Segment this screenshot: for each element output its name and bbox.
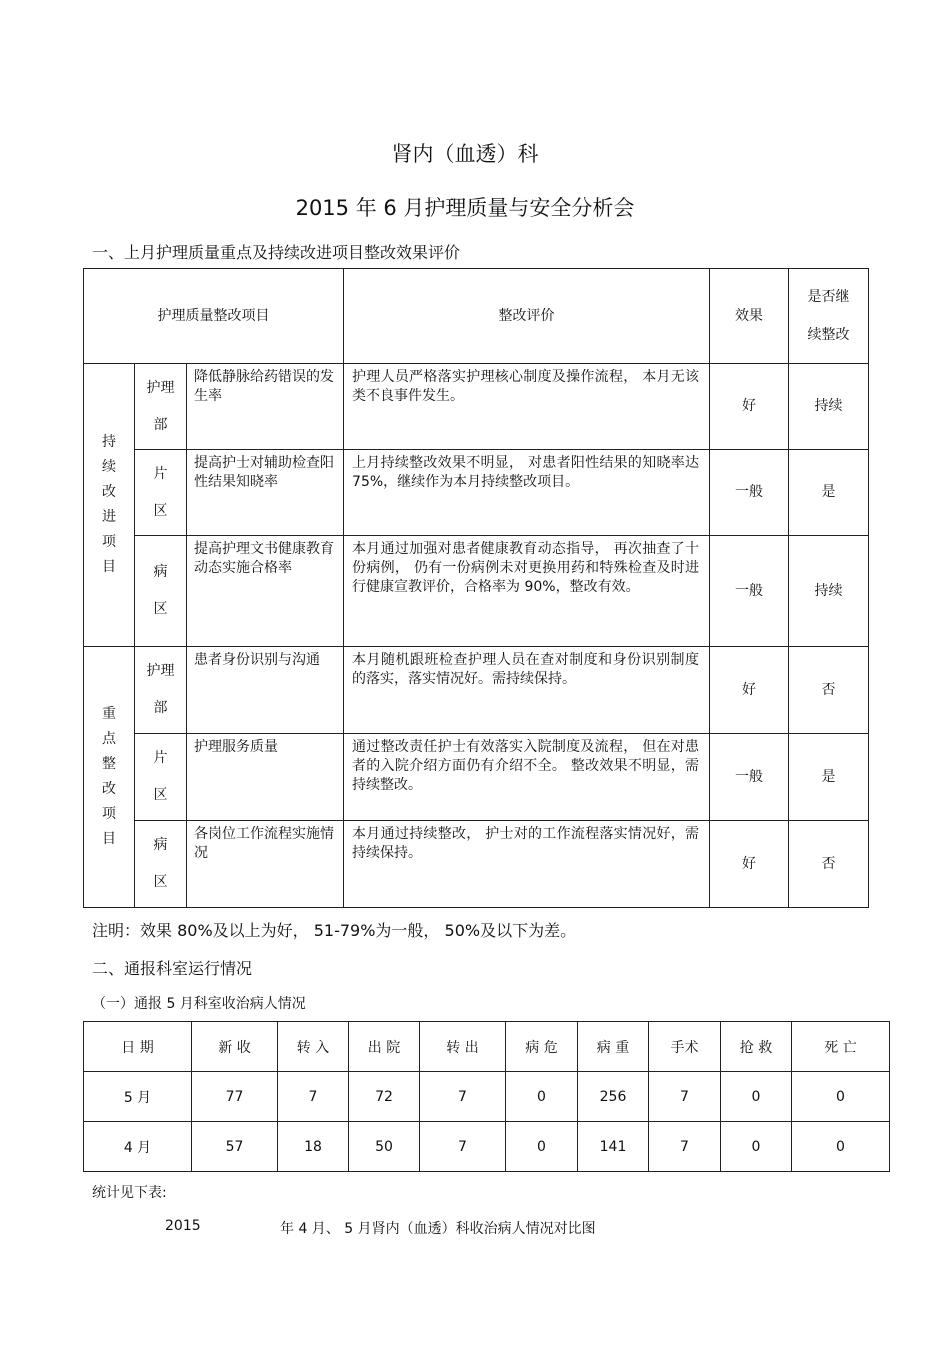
cell: 7 <box>649 1122 721 1172</box>
chart-caption: 年 4 月、 5 月肾内（血透）科收治病人情况对比图 <box>280 1221 596 1237</box>
row-effect: 一般 <box>710 450 789 536</box>
row-eval: 护理人员严格落实护理核心制度及操作流程， 本月无该类不良事件发生。 <box>344 364 710 450</box>
col-header: 手术 <box>649 1022 721 1072</box>
cell: 0 <box>792 1122 890 1172</box>
table2-header-row <box>84 1022 890 1072</box>
row-continue: 持续 <box>789 364 869 450</box>
row-item: 提高护理文书健康教育动态实施合格率 <box>187 536 344 647</box>
row-level: 片区 <box>135 734 187 821</box>
document-title: 肾内（血透）科 <box>391 142 539 166</box>
row-level: 片区 <box>135 450 187 536</box>
row-level: 护理部 <box>135 647 187 734</box>
header-continue: 是否继续整改 <box>789 269 869 364</box>
cell: 7 <box>649 1072 721 1122</box>
cell: 77 <box>192 1072 278 1122</box>
group-label-continuous: 持续改进项目 <box>84 364 135 647</box>
row-eval: 本月通过持续整改， 护士对的工作流程落实情况好，需持续保持。 <box>344 821 710 908</box>
row-effect: 一般 <box>710 536 789 647</box>
row-level: 病区 <box>135 821 187 908</box>
col-header: 转 出 <box>420 1022 506 1072</box>
cell: 0 <box>506 1122 578 1172</box>
cell: 57 <box>192 1122 278 1172</box>
table1-row <box>84 734 869 821</box>
row-item: 患者身份识别与沟通 <box>187 647 344 734</box>
row-effect: 好 <box>710 647 789 734</box>
table1-header-row <box>84 269 869 364</box>
section-1-heading: 一、上月护理质量重点及持续改进项目整改效果评价 <box>92 243 461 262</box>
cell: 256 <box>578 1072 649 1122</box>
table1-row <box>84 364 869 450</box>
row-continue: 是 <box>789 450 869 536</box>
row-item: 降低静脉给药错误的发生率 <box>187 364 344 450</box>
row-item: 提高护士对辅助检查阳性结果知晓率 <box>187 450 344 536</box>
col-header: 抢 救 <box>721 1022 792 1072</box>
col-header: 转 入 <box>278 1022 349 1072</box>
table1-row <box>84 647 869 734</box>
cell: 18 <box>278 1122 349 1172</box>
col-header: 日 期 <box>84 1022 192 1072</box>
cell: 7 <box>278 1072 349 1122</box>
table2-row <box>84 1072 890 1122</box>
table1-row <box>84 536 869 647</box>
row-level: 病区 <box>135 536 187 647</box>
col-header: 病 危 <box>506 1022 578 1072</box>
row-continue: 否 <box>789 821 869 908</box>
cell: 7 <box>420 1072 506 1122</box>
row-effect: 一般 <box>710 734 789 821</box>
row-eval: 通过整改责任护士有效落实入院制度及流程， 但在对患者的入院介绍方面仍有介绍不全。 整改效果不明显，需持续整改。 <box>344 734 710 821</box>
header-item: 护理质量整改项目 <box>84 269 344 364</box>
col-header: 出 院 <box>349 1022 420 1072</box>
table2-row <box>84 1122 890 1172</box>
row-eval: 上月持续整改效果不明显， 对患者阳性结果的知晓率达 75%，继续作为本月持续整改项目。 <box>344 450 710 536</box>
table1-row <box>84 821 869 908</box>
chart-caption-year: 2015 <box>165 1218 201 1234</box>
row-continue: 持续 <box>789 536 869 647</box>
header-effect: 效果 <box>710 269 789 364</box>
table1-row <box>84 450 869 536</box>
statistics-note: 统计见下表: <box>92 1185 167 1201</box>
row-continue: 否 <box>789 647 869 734</box>
row-level: 护理部 <box>135 364 187 450</box>
cell: 0 <box>721 1122 792 1172</box>
cell: 72 <box>349 1072 420 1122</box>
cell: 5 月 <box>84 1072 192 1122</box>
cell: 0 <box>506 1072 578 1122</box>
cell: 141 <box>578 1122 649 1172</box>
quality-improvement-table <box>83 268 869 908</box>
row-continue: 是 <box>789 734 869 821</box>
cell: 0 <box>721 1072 792 1122</box>
row-eval: 本月随机跟班检查护理人员在查对制度和身份识别制度的落实，落实情况好。需持续保持。 <box>344 647 710 734</box>
section-2-heading: 二、通报科室运行情况 <box>92 959 253 978</box>
cell: 50 <box>349 1122 420 1172</box>
cell: 7 <box>420 1122 506 1172</box>
document-subtitle: 2015 年 6 月护理质量与安全分析会 <box>295 196 635 220</box>
cell: 4 月 <box>84 1122 192 1172</box>
col-header: 新 收 <box>192 1022 278 1072</box>
row-item: 护理服务质量 <box>187 734 344 821</box>
patient-statistics-table <box>83 1021 890 1172</box>
row-eval: 本月通过加强对患者健康教育动态指导， 再次抽查了十份病例， 仍有一份病例未对更换用药和特殊检查及时进行健康宣教评价，合格率为 90%，整改有效。 <box>344 536 710 647</box>
effect-note: 注明：效果 80%及以上为好， 51-79%为一般， 50%及以下为差。 <box>92 921 577 940</box>
row-item: 各岗位工作流程实施情况 <box>187 821 344 908</box>
cell: 0 <box>792 1072 890 1122</box>
row-effect: 好 <box>710 364 789 450</box>
col-header: 死 亡 <box>792 1022 890 1072</box>
subsection-heading: （一）通报 5 月科室收治病人情况 <box>92 996 306 1012</box>
row-effect: 好 <box>710 821 789 908</box>
col-header: 病 重 <box>578 1022 649 1072</box>
group-label-key: 重点整改项目 <box>84 647 135 908</box>
header-eval: 整改评价 <box>344 269 710 364</box>
